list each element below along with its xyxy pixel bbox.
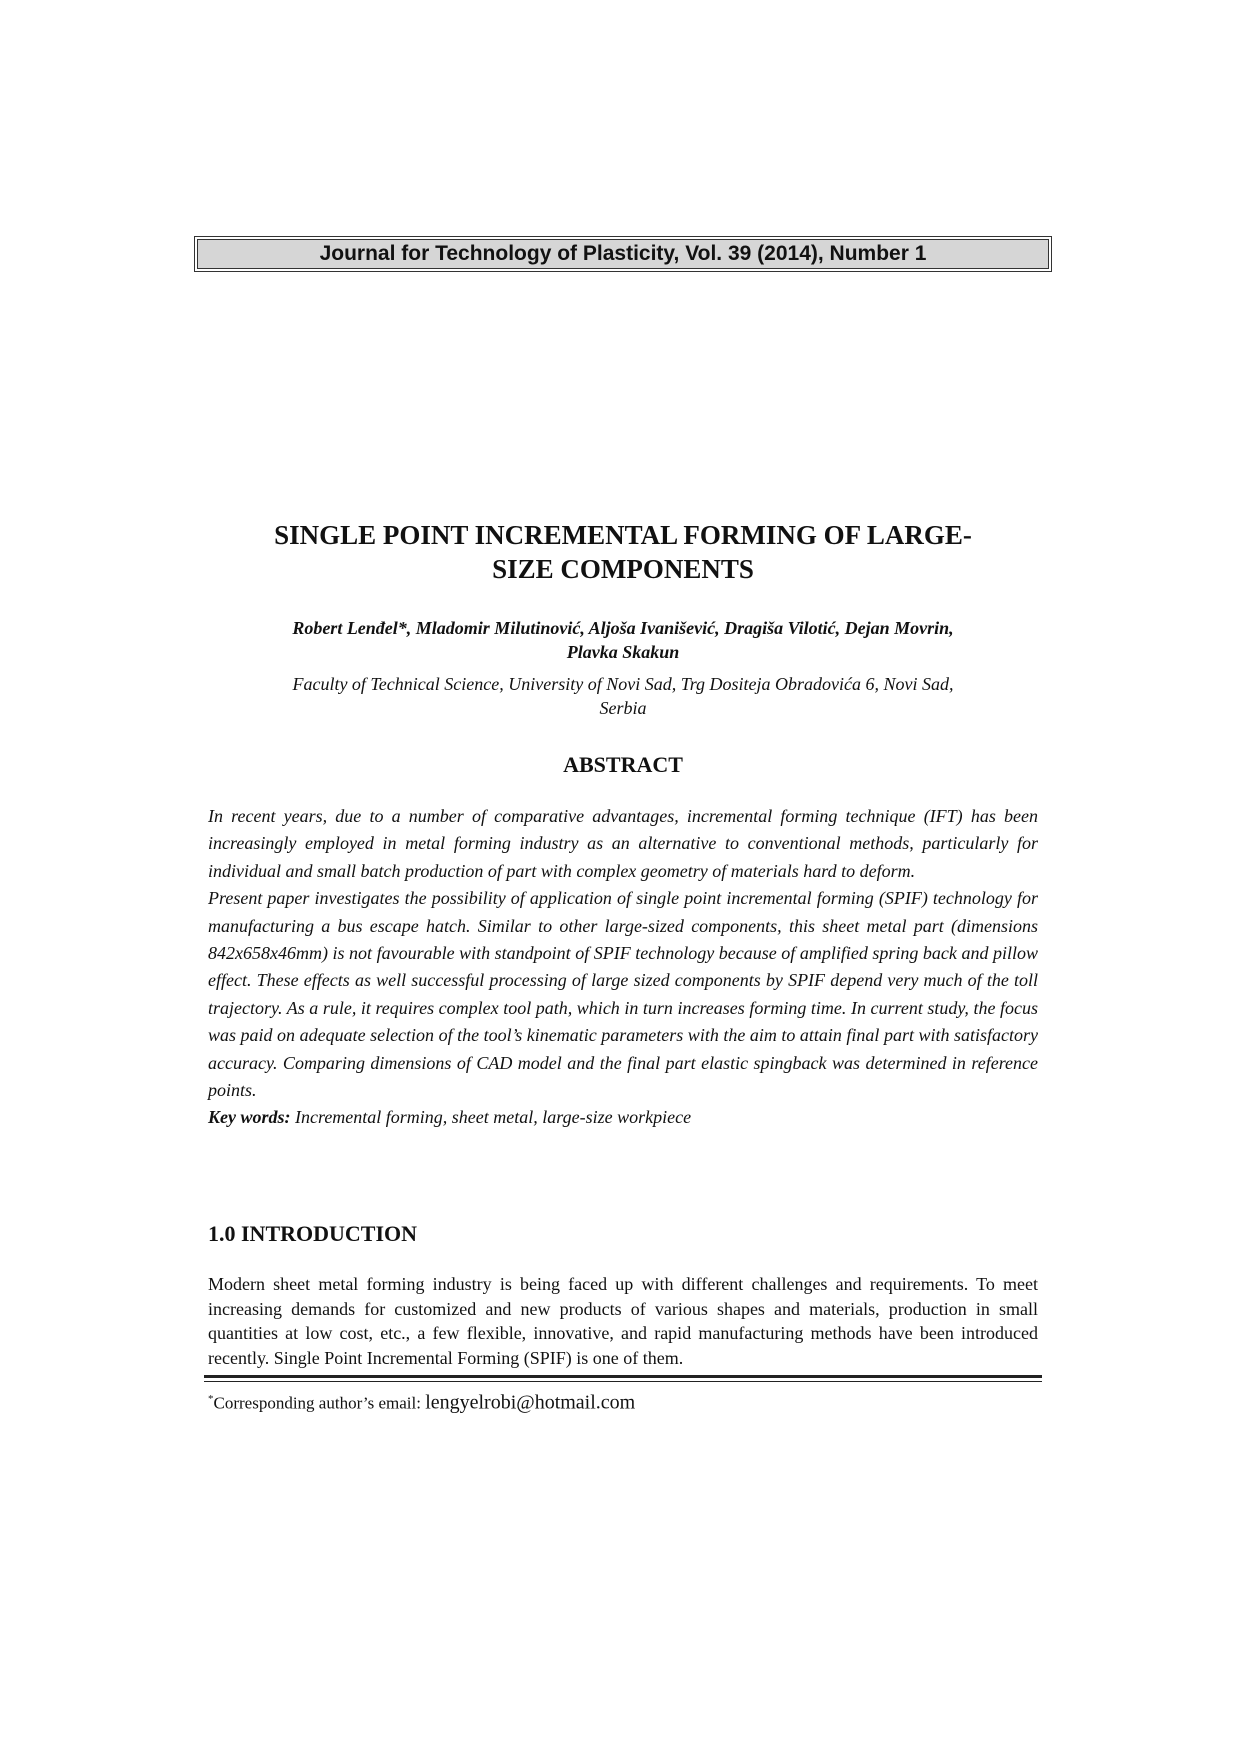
- paper-title-line2: SIZE COMPONENTS: [492, 554, 754, 584]
- author-list: [200, 616, 1046, 664]
- author-email-link[interactable]: lengyelrobi@hotmail.com: [425, 1391, 636, 1414]
- keywords: [208, 1104, 1038, 1131]
- footnote-divider-thin: [204, 1381, 1042, 1382]
- authors-line2: Plavka Skakun: [566, 642, 680, 662]
- footnote-label: Corresponding author’s email:: [213, 1393, 426, 1413]
- paper-title: [200, 518, 1046, 586]
- journal-header-text: Journal for Technology of Plasticity, Vol. 39 (2014), Number 1: [197, 239, 1049, 269]
- affiliation: [200, 672, 1046, 720]
- affiliation-line1: Faculty of Technical Science, University of Novi Sad, Trg Dositeja Obradovića 6, Novi Sad,: [292, 674, 954, 694]
- abstract-paragraph-1: In recent years, due to a number of comparative advantages, incremental forming technique (IFT) has been increasingly employed in metal forming industry as an alternative to conventional methods, particularly for individual and small batch production of part with complex geometry of materials hard to deform.: [208, 806, 1038, 881]
- introduction-paragraph: Modern sheet metal forming industry is being faced up with different challenges and requirements. To meet increasing demands for customized and new products of various shapes and materials, production in small quantities at low cost, etc., a few flexible, innovative, and rapid manufacturing methods have been introduced recently. Single Point Incremental Forming (SPIF) is one of them.: [208, 1274, 1038, 1368]
- authors-line1: Robert Lenđel*, Mladomir Milutinović, Aljoša Ivanišević, Dragiša Vilotić, Dejan Movrin,: [292, 618, 954, 638]
- abstract-body: [208, 803, 1038, 1132]
- footnote-mark: *: [208, 1393, 214, 1405]
- journal-header-box: [194, 236, 1052, 272]
- footnote-divider-thick: [204, 1375, 1042, 1378]
- abstract-heading: ABSTRACT: [563, 752, 683, 777]
- keywords-label: Key words:: [208, 1107, 291, 1128]
- abstract-paragraph-2: Present paper investigates the possibility of application of single point incremental forming (SPIF) technology for manufacturing a bus escape hatch. Similar to other large-sized components, this sheet metal part (dimensions 842x658x46mm) is not favourable with standpoint of SPIF technology because of amplified spring back and pillow effect. These effects as well successful processing of large sized components by SPIF depend very much of the toll trajectory. As a rule, it requires complex tool path, which in turn increases forming time. In current study, the focus was paid on adequate selection of the tool’s kinematic parameters with the aim to attain final part with satisfactory accuracy. Comparing dimensions of CAD model and the final part elastic spingback was determined in reference points.: [208, 888, 1038, 1101]
- paper-title-line1: SINGLE POINT INCREMENTAL FORMING OF LARGE-: [274, 520, 972, 550]
- introduction-heading: 1.0 INTRODUCTION: [208, 1221, 418, 1246]
- keywords-text: Incremental forming, sheet metal, large-size workpiece: [290, 1107, 692, 1128]
- footnote: [208, 1387, 635, 1416]
- affiliation-line2: Serbia: [599, 698, 647, 718]
